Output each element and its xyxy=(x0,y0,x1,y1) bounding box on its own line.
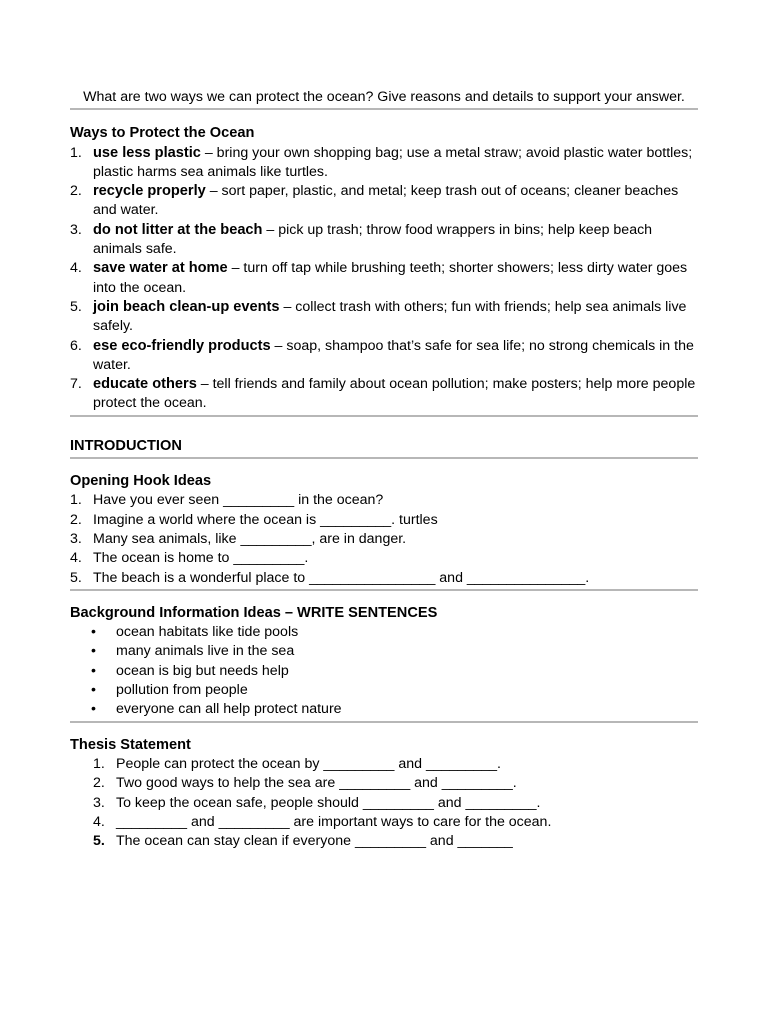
way-detail: – soap, shampoo that’s safe for sea life; no strong chemicals in the water. xyxy=(93,337,694,373)
hook-item xyxy=(70,549,698,568)
way-term: do not litter at the beach xyxy=(93,221,263,238)
thesis-item xyxy=(70,832,698,851)
background-list xyxy=(70,623,698,719)
thesis-text: To keep the ocean safe, people should _________ and _________. xyxy=(116,794,541,811)
divider xyxy=(70,589,698,591)
thesis-text: The ocean can stay clean if everyone _________ and _______ xyxy=(116,833,513,850)
background-text: everyone can all help protect nature xyxy=(116,701,342,718)
bullet-icon: • xyxy=(91,662,96,679)
way-detail: – turn off tap while brushing teeth; shorter showers; less dirty water goes into the ocean. xyxy=(93,260,688,296)
hook-item xyxy=(70,511,698,530)
thesis-item xyxy=(70,794,698,813)
background-text: ocean is big but needs help xyxy=(116,662,289,679)
hook-text: The ocean is home to _________. xyxy=(93,550,309,567)
background-item xyxy=(70,700,698,719)
hook-item xyxy=(70,569,698,588)
background-item xyxy=(70,681,698,700)
divider xyxy=(70,108,698,110)
hook-item xyxy=(70,530,698,549)
list-number: 5. xyxy=(93,833,105,850)
way-item-3 xyxy=(70,221,698,260)
list-number: 1. xyxy=(70,144,82,161)
list-number: 7. xyxy=(70,376,82,393)
list-number: 6. xyxy=(70,337,82,354)
bullet-icon: • xyxy=(91,682,96,699)
divider xyxy=(70,721,698,723)
list-number: 3. xyxy=(70,221,82,238)
thesis-item xyxy=(70,755,698,774)
worksheet-content xyxy=(70,88,698,851)
background-item xyxy=(70,623,698,642)
list-number: 2. xyxy=(93,775,105,792)
thesis-item xyxy=(70,774,698,793)
way-item-2 xyxy=(70,182,698,221)
background-text: pollution from people xyxy=(116,682,248,699)
list-number: 3. xyxy=(70,530,82,547)
list-number: 1. xyxy=(70,492,82,509)
thesis-text: Two good ways to help the sea are _________ and _________. xyxy=(116,775,517,792)
introduction-heading: INTRODUCTION xyxy=(70,437,182,454)
divider xyxy=(70,415,698,417)
way-item-5 xyxy=(70,298,698,337)
way-detail: – tell friends and family about ocean pollution; make posters; help more people protect the ocean. xyxy=(93,376,696,412)
way-term: recycle properly xyxy=(93,183,206,200)
hook-text: The beach is a wonderful place to ________________ and _______________. xyxy=(93,569,590,586)
writing-prompt: What are two ways we can protect the ocean? Give reasons and details to support your answer. xyxy=(83,89,685,105)
thesis-text: _________ and _________ are important ways to care for the ocean. xyxy=(116,813,552,830)
way-term: use less plastic xyxy=(93,144,201,161)
way-item-4 xyxy=(70,259,698,298)
ways-list xyxy=(70,144,698,414)
way-detail: – pick up trash; throw food wrappers in bins; help keep beach animals safe. xyxy=(93,221,653,258)
list-number: 2. xyxy=(70,183,82,200)
hook-text: Have you ever seen _________ in the ocean? xyxy=(93,492,384,509)
bullet-icon: • xyxy=(91,624,96,641)
ways-title: Ways to Protect the Ocean xyxy=(70,125,255,142)
way-item-1 xyxy=(70,144,698,183)
list-number: 4. xyxy=(70,550,82,567)
way-item-6 xyxy=(70,337,698,376)
background-text: many animals live in the sea xyxy=(116,643,295,660)
list-number: 4. xyxy=(93,813,105,830)
list-number: 3. xyxy=(93,794,105,811)
hooks-title: Opening Hook Ideas xyxy=(70,473,212,490)
thesis-list xyxy=(70,755,698,851)
background-item xyxy=(70,642,698,661)
list-number: 2. xyxy=(70,511,82,528)
hooks-list xyxy=(70,491,698,587)
thesis-title: Thesis Statement xyxy=(70,736,191,753)
background-item xyxy=(70,662,698,681)
thesis-item xyxy=(70,813,698,832)
list-number: 5. xyxy=(70,298,82,315)
way-detail: – collect trash with others; fun with friends; help sea animals live safely. xyxy=(93,298,687,335)
background-text: ocean habitats like tide pools xyxy=(116,624,299,641)
way-detail: – bring your own shopping bag; use a metal straw; avoid plastic water bottles; plastic harms sea animals like turtles. xyxy=(93,144,693,180)
list-number: 1. xyxy=(93,755,105,772)
list-number: 5. xyxy=(70,569,82,586)
hook-text: Many sea animals, like _________, are in danger. xyxy=(93,530,407,547)
way-detail: – sort paper, plastic, and metal; keep trash out of oceans; cleaner beaches and water. xyxy=(93,183,679,219)
hook-item xyxy=(70,491,698,510)
bullet-icon: • xyxy=(91,643,96,660)
way-term: save water at home xyxy=(93,260,228,277)
background-title: Background Information Ideas – WRITE SENTENCES xyxy=(70,604,438,621)
way-term: educate others xyxy=(93,376,197,393)
way-item-7 xyxy=(70,375,698,414)
hook-text: Imagine a world where the ocean is _________. turtles xyxy=(93,511,438,528)
divider xyxy=(70,457,698,459)
list-number: 4. xyxy=(70,260,82,277)
way-term: join beach clean-up events xyxy=(93,298,280,315)
thesis-text: People can protect the ocean by _________ and _________. xyxy=(116,755,501,772)
bullet-icon: • xyxy=(91,701,96,718)
way-term: ese eco-friendly products xyxy=(93,337,271,354)
